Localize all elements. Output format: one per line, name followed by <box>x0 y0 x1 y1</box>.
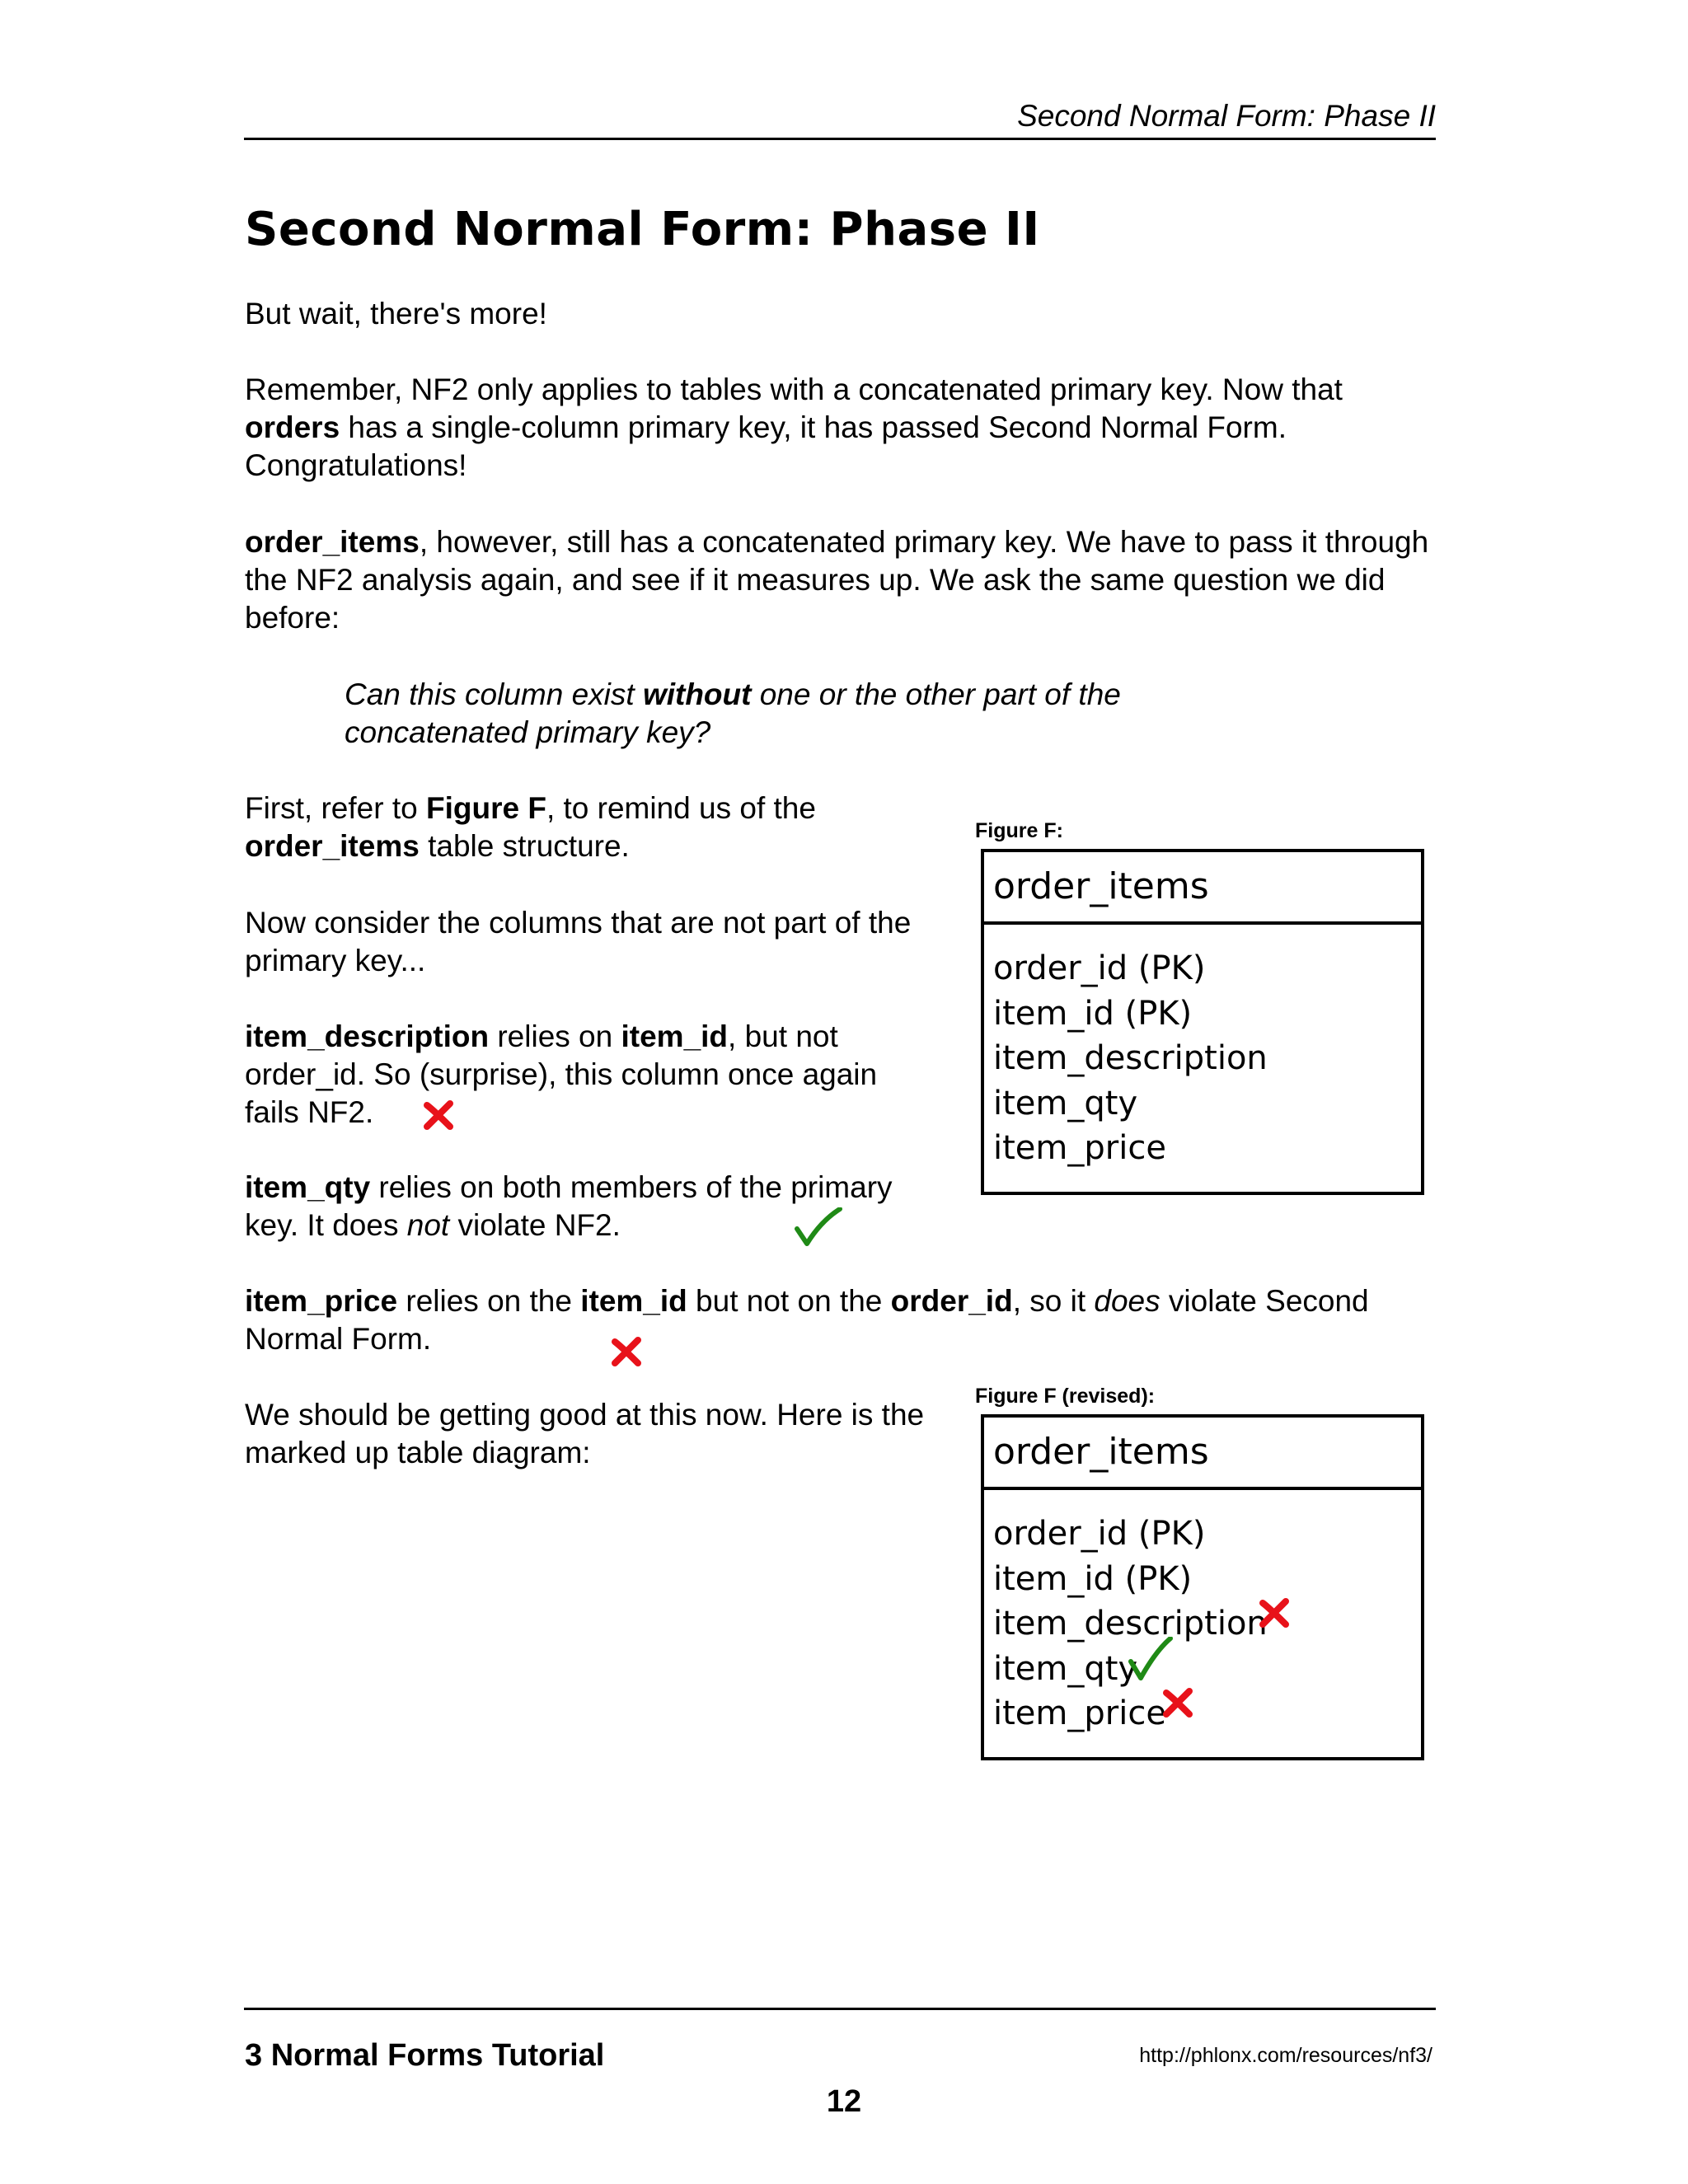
header-rule <box>244 138 1436 140</box>
text: relies on both members of the primary key. It does <box>245 1170 893 1242</box>
term-item-price: item_price <box>245 1284 398 1318</box>
text: but not on the <box>687 1284 891 1318</box>
table-name: order_items <box>984 1418 1421 1490</box>
column-order-id: order_id (PK) <box>993 1515 1206 1553</box>
column-label: item_qty <box>993 1649 1138 1688</box>
paragraph-refer-figure <box>245 790 929 865</box>
text: First, refer to <box>245 791 426 825</box>
text: table structure. <box>419 829 630 863</box>
footer-rule <box>244 2008 1436 2010</box>
column-item-price: item_price <box>993 1129 1166 1167</box>
term-without: without <box>642 677 752 711</box>
figure-f-revised-label: Figure F (revised): <box>975 1385 1156 1408</box>
column-list <box>984 1490 1421 1736</box>
figure-f-label: Figure F: <box>975 819 1063 842</box>
paragraph-order-items <box>245 523 1440 637</box>
text: , however, still has a concatenated primary key. We have to pass it through the NF2 analysis again, and see if it measures up. We ask the same question we did before: <box>245 525 1429 635</box>
cross-icon <box>610 1335 643 1368</box>
paragraph-marked-up: We should be getting good at this now. Here is the marked up table diagram: <box>245 1398 925 1469</box>
text: Remember, NF2 only applies to tables with a concatenated primary key. Now that <box>245 373 1343 406</box>
footer-url: http://phlonx.com/resources/nf3/ <box>1139 2044 1432 2067</box>
term-orders: orders <box>245 410 340 444</box>
term-item-id: item_id <box>621 1019 729 1053</box>
running-header: Second Normal Form: Phase II <box>1017 99 1436 133</box>
text: , to remind us of the <box>546 791 816 825</box>
text: , but not order_id. So (surprise), this column once again fails NF2. <box>245 1019 878 1129</box>
term-item-description: item_description <box>245 1019 490 1053</box>
column-label: item_price <box>993 1694 1166 1732</box>
column-item-price <box>993 1691 1421 1736</box>
check-icon <box>1128 1637 1174 1681</box>
paragraph-nf2 <box>245 371 1440 485</box>
cross-icon <box>422 1099 455 1132</box>
cross-icon <box>1258 1596 1291 1629</box>
paragraph-item-description <box>245 1018 937 1132</box>
column-item-qty: item_qty <box>993 1084 1138 1122</box>
page-number: 12 <box>826 2084 862 2119</box>
term-figure-f: Figure F <box>425 791 546 825</box>
text: one or the other part of the concatenated primary key? <box>345 677 1121 749</box>
column-list <box>984 925 1421 1171</box>
footer-title: 3 Normal Forms Tutorial <box>245 2038 605 2073</box>
term-item-qty: item_qty <box>245 1170 371 1204</box>
text: violate NF2. <box>449 1208 621 1242</box>
term-order-id: order_id <box>890 1284 1013 1318</box>
page-title: Second Normal Form: Phase II <box>245 203 1040 256</box>
paragraph-consider: Now consider the columns that are not part of the primary key... <box>245 906 912 977</box>
column-label: item_description <box>993 1605 1268 1643</box>
term-order-items: order_items <box>245 829 420 863</box>
figure-f-table <box>981 849 1424 1195</box>
text: has a single-column primary key, it has passed Second Normal Form. Congratulations! <box>245 410 1287 482</box>
column-item-id: item_id (PK) <box>993 994 1193 1033</box>
column-item-qty <box>993 1647 1421 1692</box>
column-order-id: order_id (PK) <box>993 949 1206 987</box>
text: violate Second Normal Form. <box>245 1284 1369 1356</box>
column-item-description <box>993 1601 1421 1647</box>
emphasis-not: not <box>406 1208 450 1242</box>
column-item-id: item_id (PK) <box>993 1559 1193 1598</box>
check-icon <box>794 1207 843 1249</box>
paragraph-intro: But wait, there's more! <box>245 297 547 330</box>
figure-f-revised-table <box>981 1414 1424 1760</box>
column-item-description: item_description <box>993 1039 1268 1077</box>
text: Can this column exist <box>345 677 643 711</box>
block-quote <box>345 676 1292 752</box>
emphasis-does: does <box>1094 1284 1160 1318</box>
text: relies on <box>489 1019 621 1053</box>
term-order-items: order_items <box>245 525 420 559</box>
text: relies on the <box>397 1284 581 1318</box>
paragraph-item-price <box>245 1282 1440 1358</box>
table-name: order_items <box>984 852 1421 925</box>
cross-icon <box>1161 1686 1194 1719</box>
text: , so it <box>1012 1284 1095 1318</box>
term-item-id: item_id <box>580 1284 687 1318</box>
